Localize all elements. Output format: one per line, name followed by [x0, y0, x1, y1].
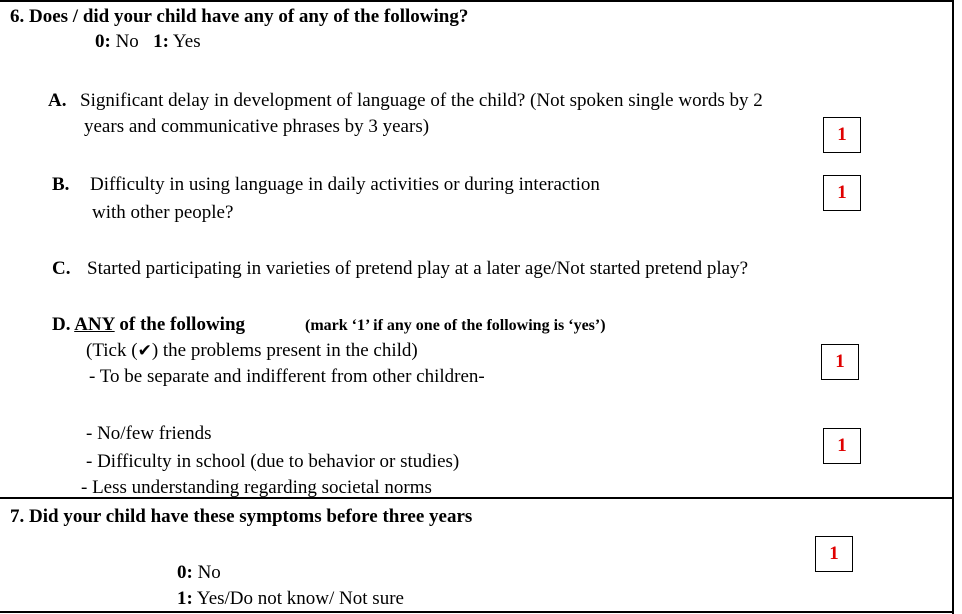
item-b-line2: with other people? — [92, 202, 234, 223]
item-b-answer-box[interactable]: 1 — [823, 175, 861, 211]
item-c-letter: C. — [52, 258, 71, 279]
item-a-line1: Significant delay in development of language of the child? (Not spoken single words by 2 — [80, 90, 763, 111]
question-6-scale — [95, 31, 201, 53]
question-6-title: 6. Does / did your child have any of any of the following? — [10, 6, 469, 27]
option-no-label: No — [192, 562, 221, 583]
item-a-letter: A. — [48, 90, 67, 111]
question-7-title: 7. Did your child have these symptoms before three years — [10, 506, 473, 527]
scale-yes-label: Yes — [168, 31, 201, 52]
tick-instruction-after: ) the problems present in the child) — [151, 340, 418, 361]
checkmark-icon: ✔ — [137, 341, 152, 361]
top-border — [0, 0, 954, 2]
right-border — [952, 0, 954, 614]
tick-instruction-before: (Tick ( — [86, 340, 138, 361]
item-d-note: (mark ‘1’ if any one of the following is ‘yes’) — [305, 317, 606, 334]
item-d-problem-3: - Difficulty in school (due to behavior or studies) — [86, 451, 460, 472]
option-yes-code: 1: — [177, 588, 193, 609]
item-d-answer-box-1[interactable]: 1 — [821, 344, 859, 380]
scale-no-code: 0: — [95, 31, 111, 52]
item-d-problem-1: - To be separate and indifferent from other children- — [89, 366, 485, 387]
option-no-code: 0: — [177, 562, 193, 583]
bottom-border — [0, 611, 954, 613]
item-d-letter: D. — [52, 314, 71, 335]
question-7-option-no — [177, 562, 221, 584]
item-d-problem-2: - No/few friends — [86, 423, 212, 444]
item-d-heading — [52, 314, 245, 336]
scale-no-label: No — [110, 31, 139, 52]
option-yes-label: Yes/Do not know/ Not sure — [192, 588, 404, 609]
item-d-title-rest: of the following — [114, 314, 246, 335]
item-a-line2: years and communicative phrases by 3 years) — [84, 116, 430, 137]
item-d-problem-4: - Less understanding regarding societal norms — [81, 477, 432, 498]
question-7-answer-box[interactable]: 1 — [815, 536, 853, 572]
item-b-letter: B. — [52, 174, 70, 195]
item-d-tick-instruction — [86, 340, 418, 362]
item-c-line1: Started participating in varieties of pretend play at a later age/Not started pretend play? — [87, 258, 749, 279]
item-d-answer-box-2[interactable]: 1 — [823, 428, 861, 464]
item-b-line1: Difficulty in using language in daily activities or during interaction — [90, 174, 600, 195]
scale-yes-code: 1: — [153, 31, 169, 52]
question-7-option-yes — [177, 588, 404, 610]
item-d-any: ANY — [74, 314, 115, 335]
item-a-answer-box[interactable]: 1 — [823, 117, 861, 153]
